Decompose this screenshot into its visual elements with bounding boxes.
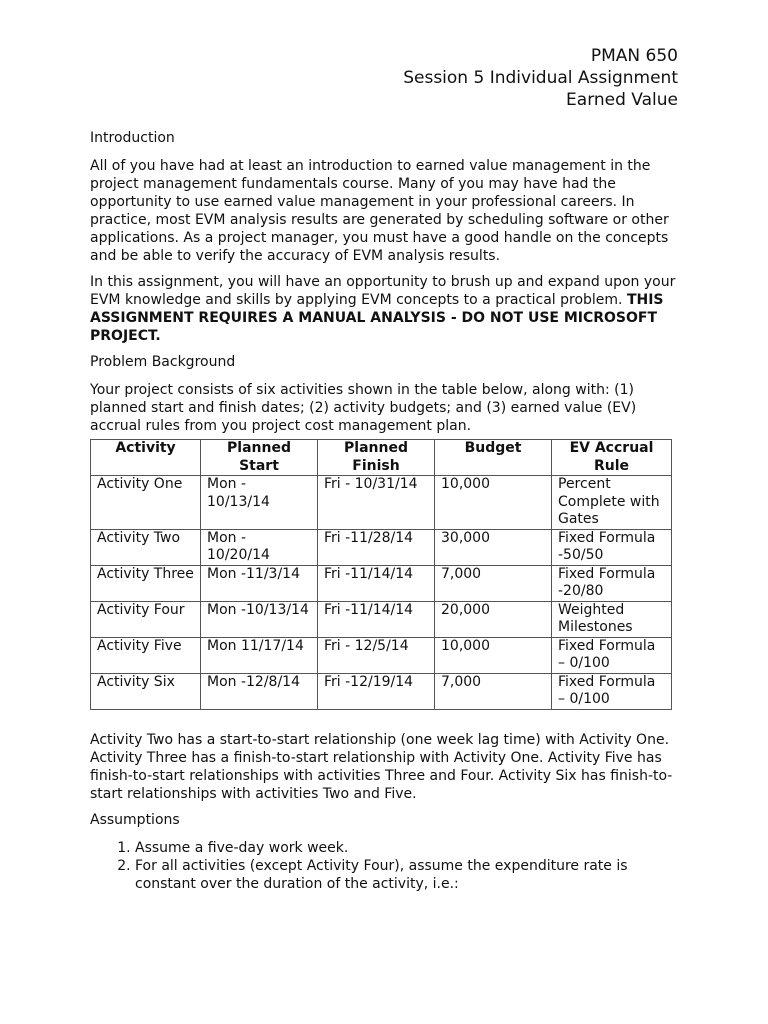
table-row	[91, 637, 672, 673]
assumptions-heading: Assumptions	[90, 811, 180, 828]
assumptions-list	[90, 839, 680, 893]
introduction-paragraph: All of you have had at least an introduction to earned value management in the project management fundamentals course. Many of you may have had the opportunity to use earned value management in your professional careers. In practice, most EVM analysis results are generated by scheduling software or other applications. As a project manager, you must have a good handle on the concepts and be able to verify the accuracy of EVM analysis results.	[90, 158, 669, 264]
table-cell: Mon -12/8/14	[201, 673, 318, 709]
table-cell: Fri -11/14/14	[318, 601, 435, 637]
assignment-paragraph	[90, 273, 680, 345]
background-heading: Problem Background	[90, 354, 236, 370]
table-cell: 7,000	[435, 565, 552, 601]
table-row	[91, 529, 672, 565]
column-header: Planned Finish	[318, 440, 435, 476]
table-cell: Activity One	[91, 476, 201, 530]
table-spacer	[90, 710, 680, 731]
table-cell: 20,000	[435, 601, 552, 637]
introduction-heading: Introduction	[90, 130, 175, 146]
table-cell: Mon - 10/13/14	[201, 476, 318, 530]
table-cell: Mon - 10/20/14	[201, 529, 318, 565]
table-cell: Fixed Formula -50/50	[552, 529, 672, 565]
table-cell: 7,000	[435, 673, 552, 709]
table-cell: Mon -10/13/14	[201, 601, 318, 637]
table-cell: Percent Complete with Gates	[552, 476, 672, 530]
table-cell: Fixed Formula -20/80	[552, 565, 672, 601]
table-row	[91, 601, 672, 637]
background-paragraph: Your project consists of six activities shown in the table below, along with: (1) planned start and finish dates; (2) activity budgets; and (3) earned value (EV) accrual rules from you project cost management plan.	[90, 382, 637, 434]
table-cell: Fri - 12/5/14	[318, 637, 435, 673]
table-cell: Fixed Formula – 0/100	[552, 673, 672, 709]
table-row	[91, 565, 672, 601]
table-cell: Activity Three	[91, 565, 201, 601]
table-cell: Mon 11/17/14	[201, 637, 318, 673]
table-cell: Activity Two	[91, 529, 201, 565]
column-header: Budget	[435, 440, 552, 476]
table-row	[91, 673, 672, 709]
document-body	[90, 129, 680, 893]
table-cell: 10,000	[435, 476, 552, 530]
relationships-paragraph: Activity Two has a start-to-start relationship (one week lag time) with Activity One. Activity Three has a finish-to-start relationship with Activity One. Activity Five has finish-to-start relationships with activities Three and Four. Activity Six has finish-to-start relationships with activities Two and Five.	[90, 731, 673, 802]
column-header: EV Accrual Rule	[552, 440, 672, 476]
table-cell: Fri -11/28/14	[318, 529, 435, 565]
table-header-row	[91, 440, 672, 476]
table-cell: Fri - 10/31/14	[318, 476, 435, 530]
table-cell: Activity Six	[91, 673, 201, 709]
table-cell: Activity Four	[91, 601, 201, 637]
table-cell: Activity Five	[91, 637, 201, 673]
list-item: 1. Assume a five-day work week.	[135, 839, 680, 857]
assignment-title: Session 5 Individual Assignment	[403, 68, 678, 88]
table-cell: Weighted Milestones	[552, 601, 672, 637]
document-header	[403, 45, 678, 111]
table-cell: Mon -11/3/14	[201, 565, 318, 601]
column-header: Planned Start	[201, 440, 318, 476]
course-code: PMAN 650	[590, 46, 678, 66]
manual-analysis-warning: THIS ASSIGNMENT REQUIRES A MANUAL ANALYSIS - DO NOT USE MICROSOFT PROJECT.	[90, 292, 664, 344]
list-item: 2. For all activities (except Activity Four), assume the expenditure rate is constant over the duration of the activity, i.e.:	[135, 857, 680, 893]
table-cell: Fri -12/19/14	[318, 673, 435, 709]
table-cell: 30,000	[435, 529, 552, 565]
column-header: Activity	[91, 440, 201, 476]
table-cell: Fixed Formula – 0/100	[552, 637, 672, 673]
assignment-paragraph-text: In this assignment, you will have an opportunity to brush up and expand upon your EVM knowledge and skills by applying EVM concepts to a practical problem.	[90, 274, 676, 308]
table-row	[91, 476, 672, 530]
table-cell: 10,000	[435, 637, 552, 673]
table-cell: Fri -11/14/14	[318, 565, 435, 601]
activities-table	[90, 439, 672, 710]
assignment-topic: Earned Value	[566, 90, 678, 110]
